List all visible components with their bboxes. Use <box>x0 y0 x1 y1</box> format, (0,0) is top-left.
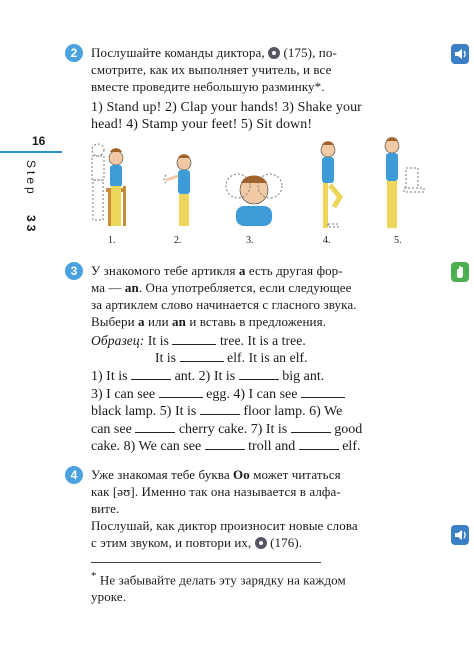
sample-blank-1 <box>172 333 216 345</box>
page-marker-rule <box>0 151 62 153</box>
exercise-2-text <box>91 44 421 133</box>
step-label: Step <box>24 160 38 197</box>
exercise-3-badge: 3 <box>65 262 83 280</box>
blank-5[interactable] <box>200 403 240 415</box>
page-number: 16 <box>32 134 46 148</box>
figure-label-3: 3. <box>246 235 254 246</box>
ex2-line5: head! 4) Stamp your feet! 5) Sit down! <box>91 117 313 132</box>
blank-8[interactable] <box>205 438 245 450</box>
blank-1[interactable] <box>131 368 171 380</box>
step-marker <box>24 160 44 250</box>
figure-label-2: 2. <box>174 235 182 246</box>
blank-7[interactable] <box>291 421 331 433</box>
cd-icon-2[interactable] <box>255 537 267 549</box>
ex2-line1: Послушайте команды диктора, <box>91 45 265 60</box>
exercise-4-text: Уже знакомая тебе буква Oo может читаться как [əʊ]. Именно так она называется в алфа- вите. Послушай, как диктор произносит новые слова с этим звуком, и повтори их, (176). <box>91 467 358 550</box>
figure-stand-up <box>92 144 126 226</box>
figure-label-1: 1. <box>108 235 116 246</box>
figure-sit-down <box>385 137 424 228</box>
figure-clap-hands <box>164 154 191 226</box>
figure-label-5: 5. <box>394 235 402 246</box>
exercise-4-badge: 4 <box>65 466 83 484</box>
sample-label: Образец: <box>91 333 145 348</box>
hand-icon[interactable] <box>451 262 469 282</box>
blank-2[interactable] <box>239 368 279 380</box>
exercise-2-illustrations <box>86 128 426 248</box>
figure-label-4: 4. <box>323 235 331 246</box>
fill-in-sentences: 1) It is ant. 2) It is big ant. 3) I can see egg. 4) I can see black lamp. 5) It is floor lamp. 6) We can see cherry cake. 7) It is good cake. 8) We can see troll and elf. <box>91 369 363 454</box>
audio-icon-2[interactable] <box>451 525 469 545</box>
exercise-3-text: У знакомого тебе артикля a есть другая фор- ма — an. Она употребляется, если следующее за артиклем слово начинается с гласного звука. Выбери a или an и вставь в предложения. <box>91 263 357 329</box>
warmup-figures-illustration <box>86 128 426 248</box>
ex2-line4: 1) Stand up! 2) Clap your hands! 3) Shake your <box>91 100 362 115</box>
audio-icon[interactable] <box>451 44 469 64</box>
blank-6[interactable] <box>135 421 175 433</box>
figure-stamp-feet <box>321 141 340 228</box>
exercise-2-badge: 2 <box>65 44 83 62</box>
ex2-line2: смотрите, как их выполняет учитель, и все <box>91 62 332 77</box>
blank-4[interactable] <box>301 386 345 398</box>
sample-block: Образец: It is tree. It is a tree. It is elf. It is an elf. <box>91 333 308 365</box>
ex2-line3: вместе проведите небольшую разминку*. <box>91 79 325 94</box>
footnote: * Не забывайте делать эту зарядку на каждом уроке. <box>91 570 346 605</box>
sample-blank-2 <box>180 350 224 362</box>
blank-9[interactable] <box>299 438 339 450</box>
figure-shake-head <box>226 174 282 226</box>
ex2-line1-track: (175), по- <box>283 45 337 60</box>
step-number: 33 <box>24 215 38 235</box>
blank-3[interactable] <box>159 386 203 398</box>
cd-icon[interactable] <box>268 47 280 59</box>
footnote-divider <box>91 562 321 563</box>
